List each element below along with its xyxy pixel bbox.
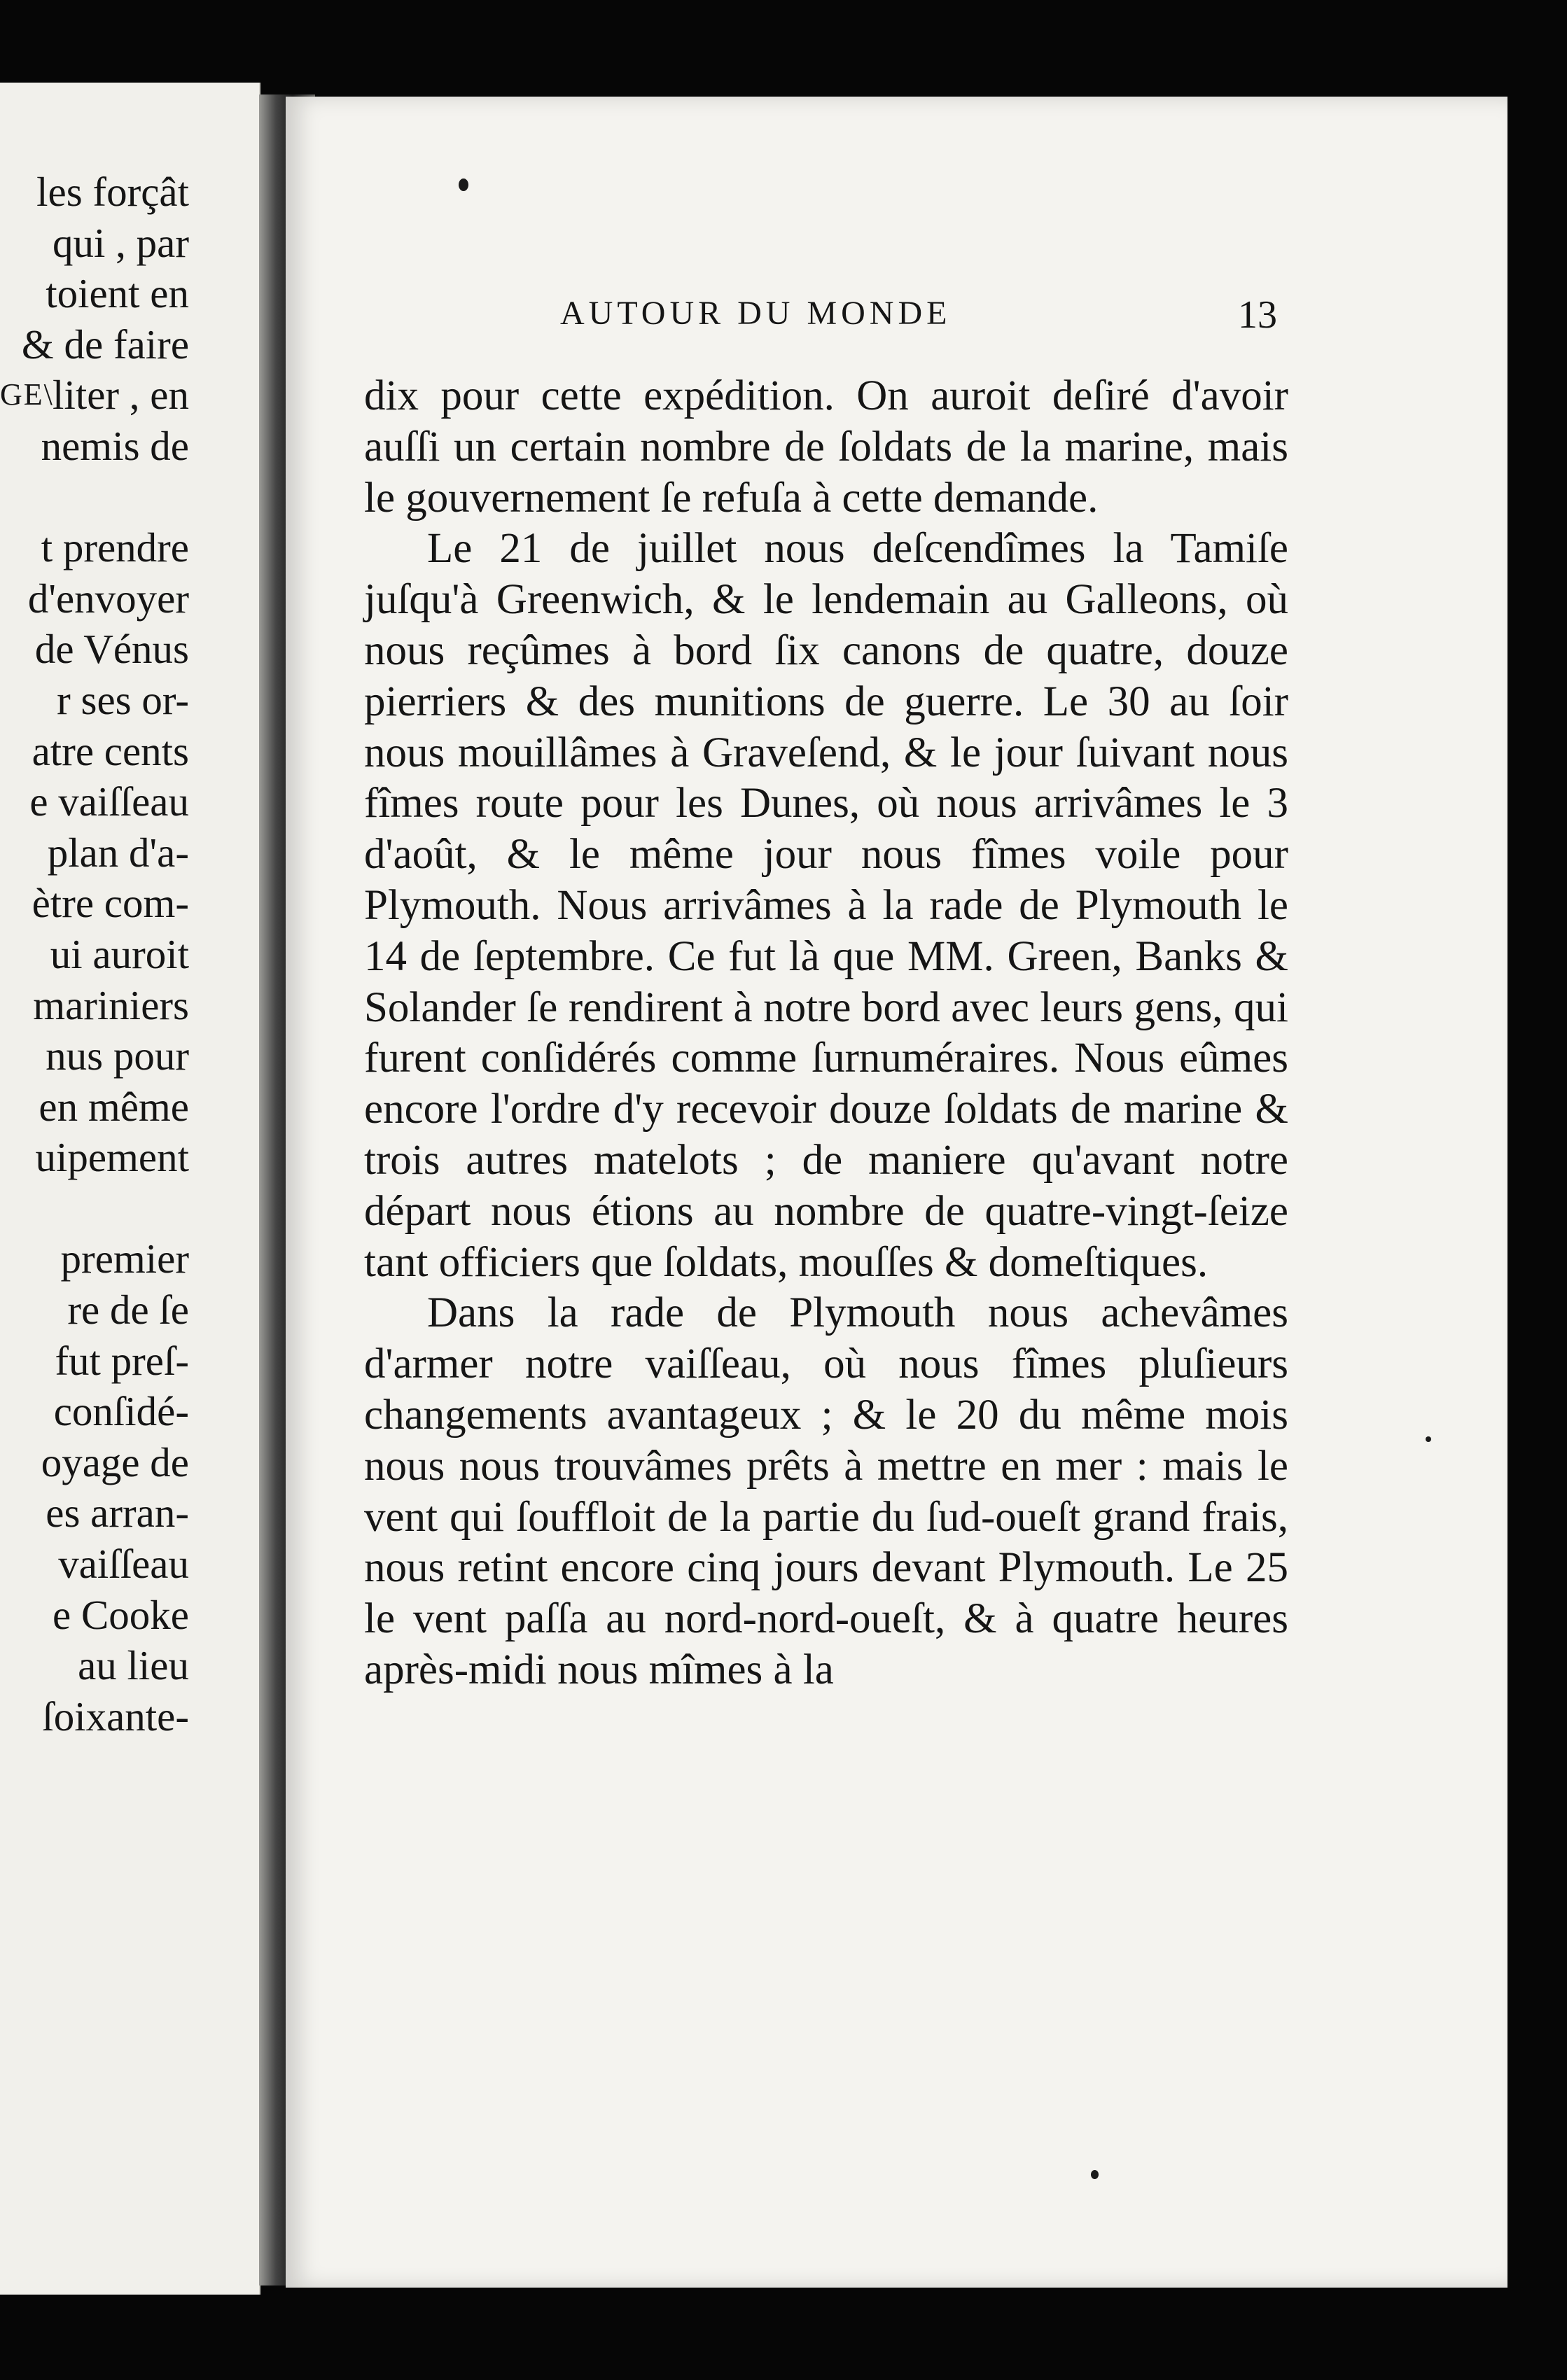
left-page	[0, 83, 260, 2295]
left-running-head: GE\	[0, 377, 54, 412]
ink-speck	[1091, 2170, 1099, 2179]
body-text	[364, 371, 1288, 1696]
left-page-line: nemis de	[41, 422, 189, 469]
left-page-line: qui , par	[53, 219, 189, 266]
left-page-line: ètre com-	[32, 880, 189, 927]
left-page-line: t prendre	[41, 524, 189, 571]
left-page-line: toient en	[46, 270, 189, 317]
left-page-line: de Vénus	[34, 626, 189, 673]
left-page-line: e Cooke	[53, 1591, 189, 1638]
page-number: 13	[1238, 293, 1277, 337]
left-page-line: es arran-	[46, 1490, 189, 1536]
paragraph: Le 21 de juillet nous deſcendîmes la Tamiſe juſqu'à Greenwich, & le lendemain au Galleons, où nous reçûmes à bord ſix canons de quatre, douze pierriers & des munitions de guerre. Le 30 au ſoir nous mouillâmes à Graveſend, & le jour ſuivant nous fîmes route pour les Dunes, où nous arrivâmes le 3 d'août, & le même jour nous fîmes voile pour Plymouth. Nous arrivâmes à la rade de Plymouth le 14 de ſeptembre. Ce fut là que MM. Green, Banks & Solander ſe rendirent à notre bord avec leurs gens, qui furent conſidérés comme ſurnuméraires. Nous eûmes encore l'ordre d'y recevoir douze ſoldats de marine & trois autres matelots ; de maniere qu'avant notre départ nous étions au nombre de quatre-vingt-ſeize tant officiers que ſoldats, mouſſes & domeſtiques.	[364, 525, 1288, 1286]
left-page-line: re de ſe	[67, 1287, 189, 1334]
left-page-line	[0, 472, 189, 523]
left-page-line: atre cents	[32, 727, 189, 774]
left-page-line: liter , en	[53, 372, 189, 419]
left-page-line: premier	[60, 1236, 189, 1282]
left-page-line: & de faire	[21, 321, 189, 368]
left-page-line: d'envoyer	[27, 575, 189, 622]
paragraph: dix pour cette expédition. On auroit deſiré d'avoir auſſi un certain nombre de ſoldats de la marine, mais le gouvernement ſe refuſa à cette demande.	[364, 372, 1288, 522]
left-page-line: r ses or-	[57, 676, 189, 723]
left-page-line: ſoixante-	[42, 1693, 189, 1740]
left-page-line: uipement	[35, 1134, 189, 1181]
ink-speck	[459, 178, 468, 191]
running-head: AUTOUR DU MONDE	[560, 295, 952, 332]
left-page-line: mariniers	[33, 981, 189, 1028]
left-page-line: en même	[39, 1083, 189, 1130]
ink-speck	[1426, 1436, 1431, 1442]
left-page-text	[0, 167, 189, 1742]
left-page-line: conſidé-	[53, 1388, 189, 1435]
left-page-line	[0, 1183, 189, 1234]
left-page-line: fut preſ-	[55, 1337, 189, 1384]
left-page-line: les forçât	[36, 169, 189, 215]
left-page-line: e vaiſſeau	[29, 778, 189, 825]
left-page-line: plan d'a-	[47, 829, 189, 876]
left-page-line: au lieu	[78, 1642, 189, 1689]
left-page-line: ui auroit	[50, 930, 189, 977]
left-page-line: nus pour	[46, 1032, 189, 1079]
paragraph: Dans la rade de Plymouth nous achevâmes d'armer notre vaiſſeau, où nous fîmes pluſieurs changements avantageux ; & le 20 du même mois nous nous trouvâmes prêts à mettre en mer : mais le vent qui ſouffloit de la partie du ſud-oueſt grand frais, nous retint encore cinq jours devant Plymouth. Le 25 le vent paſſa au nord-nord-oueſt, & à quatre heures après-midi nous mîmes à la	[364, 1289, 1288, 1693]
left-page-line: oyage de	[41, 1438, 189, 1485]
left-page-line: vaiſſeau	[58, 1541, 189, 1588]
